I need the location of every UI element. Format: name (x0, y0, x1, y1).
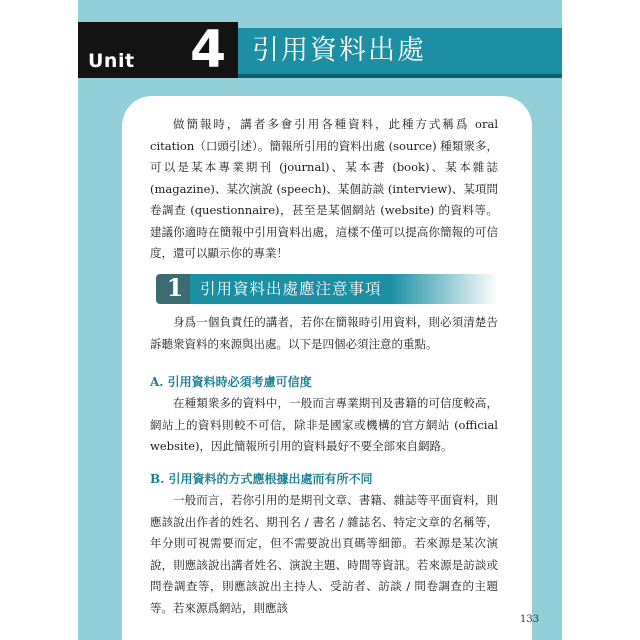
title-bar-underline (238, 74, 562, 78)
point-a-paragraph: 在種類衆多的資料中，一般而言專業期刊及書籍的可信度較高，網站上的資料則較不可信，除非是國家或機構的官方網站 (official website)，因此簡報所引用的資料最好不要全部來自網路。 (150, 396, 498, 453)
point-a-heading: A. 引用資料時必須考慮可信度 (150, 375, 312, 389)
unit-title: 引用資料出處 (252, 35, 426, 66)
section-intro-paragraph: 身爲一個負責任的講者，若你在簡報時引用資料，則必須清楚告訴聽衆資料的來源與出處。以下是四個必須注意的重點。 (150, 315, 498, 351)
unit-title-bar (238, 28, 562, 74)
point-b-paragraph: 一般而言，若你引用的是期刊文章、書籍、雜誌等平面資料，則應該說出作者的姓名、期刊名 / 書名 / 雜誌名、特定文章的名稱等，年分則可視需要而定，但不需要說出頁碼等細節。若來源是某次演說，則應該說出講者姓名、演說主題、時間等資訊。若來源是訪談或問卷調查等，則應該說出主持人、受訪者、訪談 / 問卷調查的主題等。若來源爲網站，則應該 (150, 493, 498, 615)
unit-header (78, 22, 562, 82)
section-number: 1 (166, 273, 184, 302)
unit-number: 4 (190, 20, 227, 80)
section-heading-fade (390, 274, 498, 304)
page-number: 133 (520, 614, 540, 625)
section-title: 引用資料出處應注意事項 (200, 280, 382, 298)
section-heading-1 (150, 272, 498, 304)
intro-paragraph: 做簡報時，講者多會引用各種資料，此種方式稱爲 oral citation（口頭引述）。簡報所引用的資料出處 (source) 種類衆多，可以是某本專業期刊 (journal)、某本書 (book)、某本雜誌 (magazine)、某次演說 (speech)、某個訪談 (interview)、某項問卷調查 (questionnaire)，甚至是某個網站 (website) 的資料等。建議你適時在簡報中引用資料出處，這樣不僅可以提高你簡報的可信度，還可以顯示你的專業！ (150, 117, 498, 260)
unit-label-block (78, 22, 238, 78)
point-b-heading: B. 引用資料的方式應根據出處而有所不同 (150, 472, 373, 486)
unit-word: Unit (88, 50, 135, 72)
